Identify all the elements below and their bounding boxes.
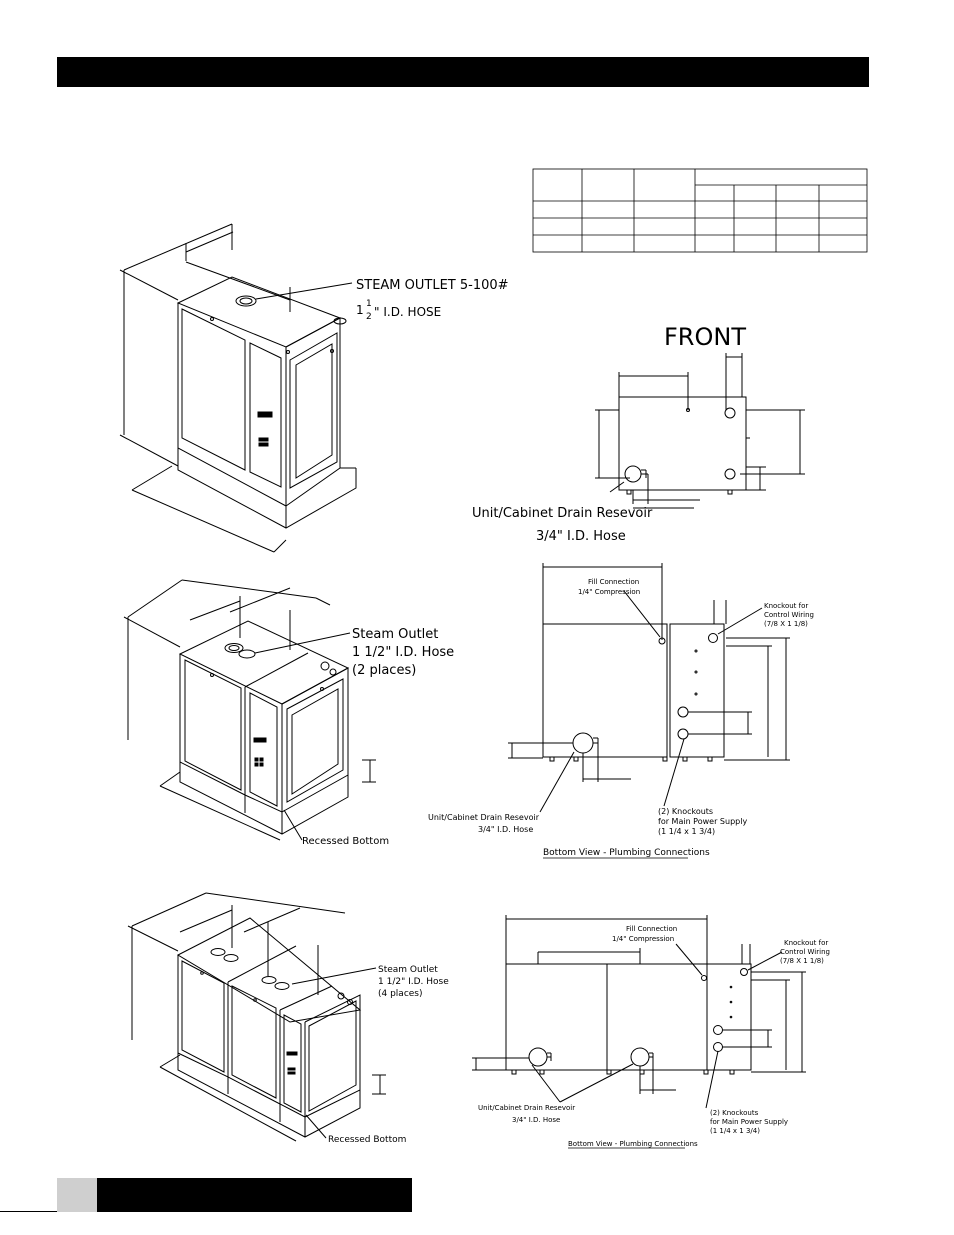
b3-knockout-label-1: Knockout for [784,939,829,947]
b2-drain-label-1: Unit/Cabinet Drain Resevoir [428,813,539,822]
b3-power-label-2: for Main Power Supply [710,1118,789,1126]
b2-fill-label-2: 1/4" Compression [578,588,641,596]
b2-power-label-3: (1 1/4 x 1 3/4) [658,827,716,836]
b2-knockout-label-1: Knockout for [764,602,809,610]
unit-3-isometric [128,893,386,1141]
b3-power-label-3: (1 1/4 x 1 3/4) [710,1127,760,1135]
b3-caption: Bottom View - Plumbing Connections [568,1140,698,1148]
b2-fill-label-1: Fill Connection [588,578,640,586]
b3-power-label-1: (2) Knockouts [710,1109,759,1117]
b3-knockout-label-2: Control Wiring [780,948,830,956]
unit-1-hose-den: 2 [366,312,372,322]
b2-power-label-1: (2) Knockouts [658,807,714,816]
front-drain-label-1: Unit/Cabinet Drain Resevoir [472,506,653,521]
b3-fill-label-1: Fill Connection [626,925,678,933]
front-title: FRONT [664,323,746,351]
b3-drain-label-1: Unit/Cabinet Drain Resevoir [478,1104,576,1112]
unit-3-steam-label-2: 1 1/2" I.D. Hose [378,977,449,987]
unit-1-hose-whole: 1 [356,303,364,317]
unit-1-steam-outlet-label: STEAM OUTLET 5-100# [356,278,509,293]
unit-1-isometric [120,224,356,552]
b2-power-label-2: for Main Power Supply [658,817,748,826]
unit-2-steam-label-2: 1 1/2" I.D. Hose [352,645,455,660]
b2-knockout-label-2: Control Wiring [764,611,814,619]
unit-2-recessed-label: Recessed Bottom [302,836,390,847]
unit-3-steam-label-1: Steam Outlet [378,965,438,975]
b2-knockout-label-3: (7/8 X 1 1/8) [764,620,808,628]
b3-fill-label-2: 1/4" Compression [612,935,675,943]
b2-caption: Bottom View - Plumbing Connections [543,848,710,858]
bottom-view-2 [508,563,790,812]
front-view [595,353,805,508]
unit-2-steam-label-1: Steam Outlet [352,627,439,642]
b3-knockout-label-3: (7/8 X 1 1/8) [780,957,824,965]
unit-1-hose-label: " I.D. HOSE [374,305,442,319]
unit-2-steam-label-3: (2 places) [352,663,417,678]
unit-1-hose-num: 1 [366,299,372,309]
unit-3-recessed-label: Recessed Bottom [328,1135,407,1145]
b3-drain-label-2: 3/4" I.D. Hose [512,1116,561,1124]
front-drain-label-2: 3/4" I.D. Hose [536,529,626,544]
dimension-table [533,169,867,252]
b2-drain-label-2: 3/4" I.D. Hose [478,825,534,834]
unit-3-steam-label-3: (4 places) [378,989,423,999]
bottom-view-3 [472,915,806,1108]
unit-2-isometric [124,580,376,840]
